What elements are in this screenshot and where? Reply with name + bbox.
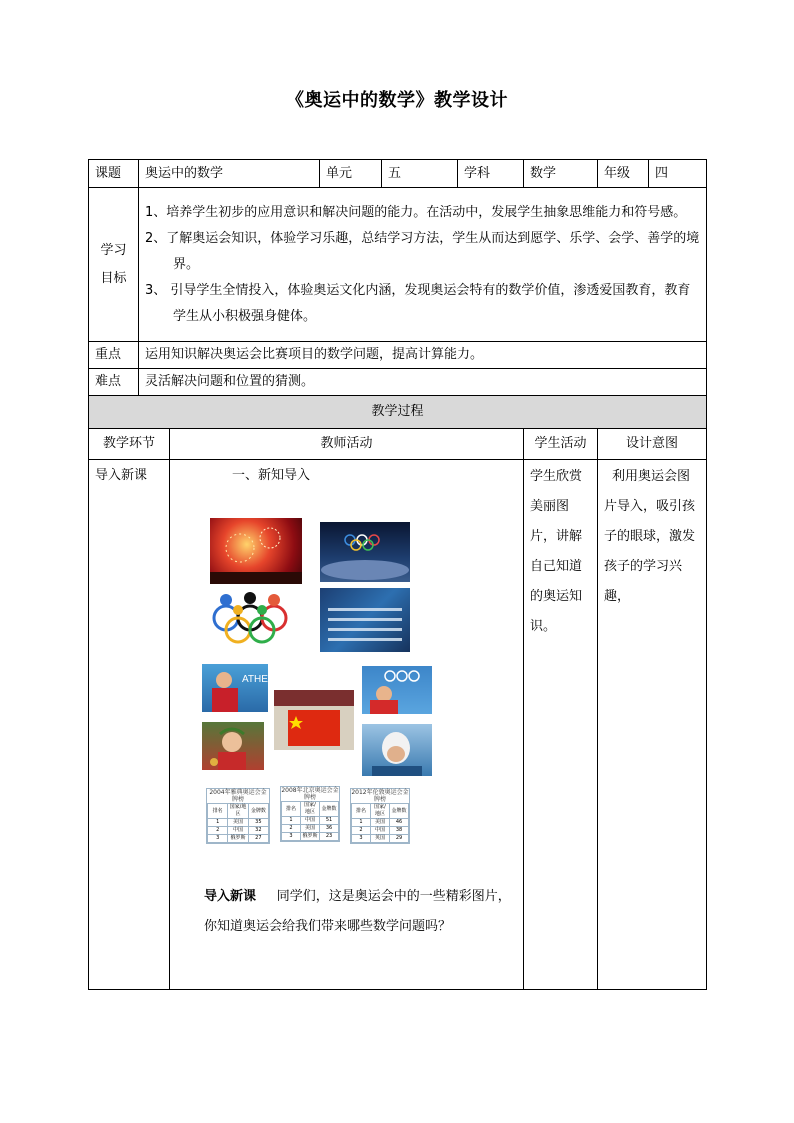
medal-cell: 32	[248, 827, 268, 835]
medal-table-grid	[281, 801, 339, 841]
objective-item: 2、了解奥运会知识，体验学习乐趣，总结学习方法，学生从而达到愿学、乐学、会学、善学的境界。	[145, 230, 700, 272]
col-stage-header: 教学环节	[89, 429, 170, 460]
medal-header: 排名	[282, 802, 301, 817]
medal-header: 国家/地区	[371, 804, 390, 819]
medal-table-grid	[207, 803, 269, 843]
page-title: 《奥运中的数学》教学设计	[286, 90, 508, 111]
medal-cell: 2	[208, 827, 228, 835]
medal-cell: 中国	[228, 827, 248, 835]
grade-value-cell: 四	[649, 160, 707, 188]
medal-cell: 27	[248, 835, 268, 843]
medal-cell: 英国	[371, 835, 390, 843]
col-student-header: 学生活动	[524, 429, 598, 460]
objectives-label-2: 目标	[100, 270, 127, 286]
china-flag-icon	[274, 690, 354, 750]
medal-cell: 38	[390, 827, 409, 835]
medal-table-title: 2008年北京奥运会金牌榜	[281, 787, 339, 801]
medal-cell: 俄罗斯	[228, 835, 248, 843]
difficulty-label: 难点	[89, 369, 139, 396]
medal-cell: 1	[282, 817, 301, 825]
medal-header: 国家/地区	[229, 804, 247, 817]
intro-bold-label: 导入新课	[204, 889, 257, 904]
subject-label-cell: 学科	[458, 160, 524, 188]
medal-cell: 1	[208, 819, 228, 827]
medal-cell: 美国	[371, 819, 390, 827]
swimmer-rings-icon	[362, 666, 432, 714]
medal-cell: 35	[248, 819, 268, 827]
athlete-photo-3	[202, 722, 264, 770]
medal-cell: 46	[390, 819, 409, 827]
medal-cell: 23	[320, 833, 339, 841]
section-heading: 一、新知导入	[232, 468, 311, 483]
athlete-photo-2	[362, 666, 432, 714]
medal-cell: 3	[208, 835, 228, 843]
col-teacher-header: 教师活动	[170, 429, 524, 460]
intro-text: 同学们，这是奥运会中的一些精彩图片，你知道奥运会给我们带来哪些数学问题吗？	[204, 889, 511, 934]
athlete-icon	[202, 664, 268, 712]
laurel-athlete-icon	[202, 722, 264, 770]
grade-label-cell: 年级	[598, 160, 649, 188]
medal-table-2012	[350, 788, 410, 844]
swimmer-icon	[362, 724, 432, 776]
subject-value-cell: 数学	[524, 160, 598, 188]
medal-cell: 29	[390, 835, 409, 843]
ceremony-photo	[320, 588, 410, 652]
unit-label-cell: 单元	[320, 160, 382, 188]
medal-header: 金牌数	[320, 802, 339, 817]
medal-cell: 2	[352, 827, 371, 835]
athlete-photo-1	[202, 664, 268, 712]
col-design-header: 设计意图	[598, 429, 707, 460]
medal-header: 国家/地区	[301, 802, 320, 817]
key-point-label: 重点	[89, 342, 139, 369]
mascots-photo	[210, 588, 292, 650]
medal-table-2008	[280, 786, 340, 842]
ceremony-pattern-icon	[320, 588, 410, 652]
medal-table-title: 2012年伦敦奥运会金牌榜	[351, 789, 409, 803]
medal-cell: 中国	[371, 827, 390, 835]
medal-cell: 美国	[301, 825, 320, 833]
objectives-label-1: 学习	[100, 242, 127, 258]
medal-table-title: 2004年雅典奥运会金牌榜	[209, 789, 267, 803]
olympic-rings-icon	[320, 522, 410, 582]
topic-label-cell: 课题	[89, 160, 139, 188]
medal-cell: 36	[320, 825, 339, 833]
medal-header: 排名	[352, 804, 371, 819]
medal-header: 金牌数	[390, 804, 409, 819]
topic-value-cell: 奥运中的数学	[139, 160, 320, 188]
design-intent-cell: 利用奥运会图片导入，吸引孩子的眼球，激发孩子的学习兴趣，	[598, 460, 707, 990]
student-activity-cell: 学生欣赏美丽图片，讲解自己知道的奥运知识。	[524, 460, 598, 990]
teacher-activity-cell	[170, 460, 524, 990]
fireworks-photo	[210, 518, 302, 584]
intro-paragraph	[198, 882, 523, 942]
stage-cell: 导入新课	[89, 460, 170, 990]
medal-table-grid	[351, 803, 409, 843]
medal-cell: 51	[320, 817, 339, 825]
key-point-value: 运用知识解决奥运会比赛项目的数学问题，提高计算能力。	[139, 342, 707, 369]
svg-text:ATHE: ATHE	[242, 674, 268, 685]
medal-header: 排名	[208, 804, 228, 819]
fireworks-icon	[210, 518, 302, 584]
medal-table-2004	[206, 788, 270, 844]
medal-cell: 2	[282, 825, 301, 833]
objective-item: 1、培养学生初步的应用意识和解决问题的能力。在活动中，发展学生抽象思维能力和符号感。	[145, 204, 687, 220]
process-header: 教学过程	[89, 396, 707, 429]
medal-cell: 1	[352, 819, 371, 827]
medal-cell: 美国	[228, 819, 248, 827]
objective-item: 3、 引导学生全情投入，体验奥运文化内涵，发现奥运会特有的数学价值，渗透爱国教育，教育学生从小积极强身健体。	[145, 282, 691, 324]
flag-ceremony-photo	[274, 690, 354, 750]
objectives-list	[139, 188, 707, 342]
olympic-photo-collage	[198, 488, 523, 868]
medal-header: 金牌数	[248, 804, 268, 819]
stadium-photo	[320, 522, 410, 582]
medal-cell: 3	[282, 833, 301, 841]
mascot-rings-icon	[210, 588, 292, 650]
medal-cell: 3	[352, 835, 371, 843]
medal-cell: 中国	[301, 817, 320, 825]
difficulty-value: 灵活解决问题和位置的猜测。	[139, 369, 707, 396]
unit-value-cell: 五	[382, 160, 458, 188]
lesson-table-main	[88, 159, 707, 990]
medal-cell: 俄罗斯	[302, 833, 318, 839]
objectives-label	[89, 188, 139, 342]
swimmer-photo	[362, 724, 432, 776]
